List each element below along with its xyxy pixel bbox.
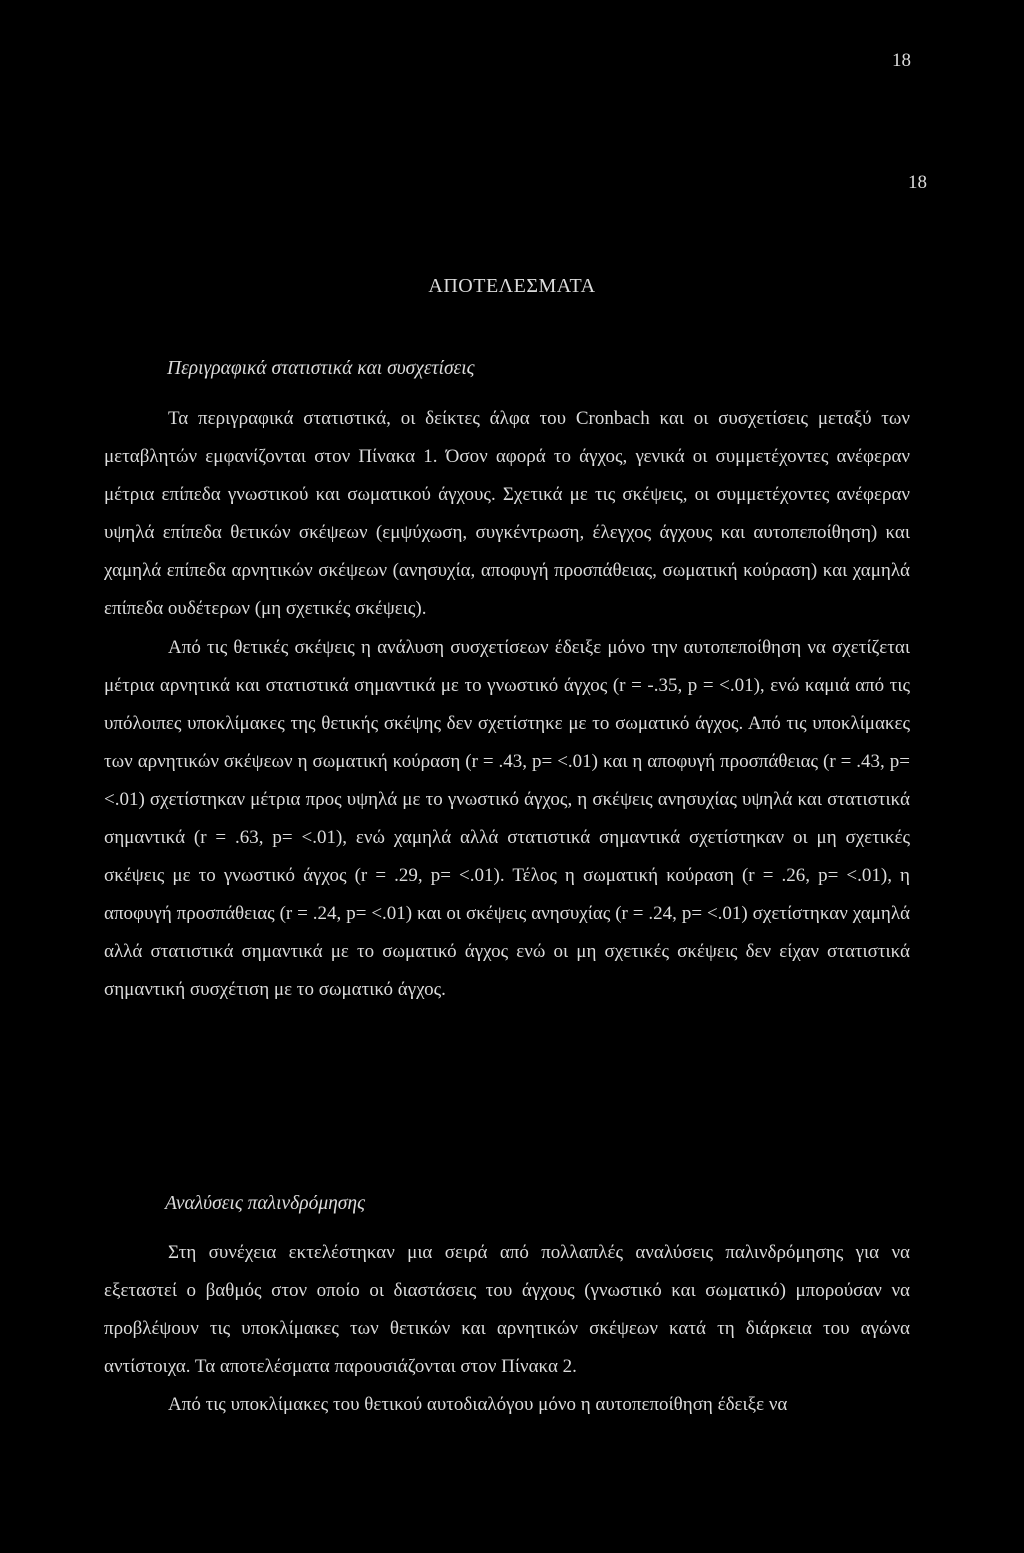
subsection-title-regression: Αναλύσεις παλινδρόμησης [165, 1193, 365, 1214]
text-block-regression [104, 1234, 910, 1424]
subsection-title-descriptive-stats: Περιγραφικά στατιστικά και συσχετίσεις [167, 358, 475, 379]
section-heading: ΑΠΟΤΕΛΕΣΜΑΤΑ [428, 275, 596, 297]
paragraph: Από τις θετικές σκέψεις η ανάλυση συσχετίσεων έδειξε μόνο την αυτοπεποίθηση να σχετίζεται μέτρια αρνητικά και στατιστικά σημαντικά με το γνωστικό άγχος (r = -.35, p = <.01), ενώ καμιά από τις υπόλοιπες υποκλίμακες της θετικής σκέψης δεν σχετίστηκε με το σωματικό άγχος. Από τις υποκλίμακες των αρνητικών σκέψεων η σωματική κούραση (r = .43, p= <.01) και η αποφυγή προσπάθειας (r = .43, p= <.01) σχετίστηκαν μέτρια προς υψηλά με το γνωστικό άγχος, η σκέψεις ανησυχίας υψηλά και στατιστικά σημαντικά (r = .63, p= <.01), ενώ χαμηλά αλλά στατιστικά σημαντικά σχετίστηκαν οι μη σχετικές σκέψεις με το γνωστικό άγχος (r = .29, p= <.01). Τέλος η σωματική κούραση (r = .26, p= <.01), η αποφυγή προσπάθειας (r = .24, p= <.01) και οι σκέψεις ανησυχίας (r = .24, p= <.01) σχετίστηκαν χαμηλά αλλά στατιστικά σημαντικά με το σωματικό άγχος ενώ οι μη σχετικές σκέψεις δεν είχαν στατιστικά σημαντική συσχέτιση με το σωματικό άγχος. [104, 636, 910, 1001]
page-number-top: 18 [892, 50, 911, 71]
paragraph: Στη συνέχεια εκτελέστηκαν μια σειρά από πολλαπλές αναλύσεις παλινδρόμησης για να εξεταστεί ο βαθμός στον οποίο οι διαστάσεις του άγχους (γνωστικό και σωματικό) μπορούσαν να προβλέψουν τις υποκλίμακες των θετικών και αρνητικών σκέψεων κατά τη διάρκεια του αγώνα αντίστοιχα. Τα αποτελέσματα παρουσιάζονται στον Πίνακα 2. [104, 1242, 910, 1378]
paragraph: Τα περιγραφικά στατιστικά, οι δείκτες άλφα του Cronbach και οι συσχετίσεις μεταξύ των μεταβλητών εμφανίζονται στον Πίνακα 1. Όσον αφορά το άγχος, γενικά οι συμμετέχοντες ανέφεραν μέτρια επίπεδα γνωστικού και σωματικού άγχους. Σχετικά με τις σκέψεις, οι συμμετέχοντες ανέφεραν υψηλά επίπεδα θετικών σκέψεων (εμψύχωση, συγκέντρωση, έλεγχος άγχους και αυτοπεποίθηση) και χαμηλά επίπεδα αρνητικών σκέψεων (ανησυχία, αποφυγή προσπάθειας, σωματική κούραση) και χαμηλά επίπεδα ουδέτερων (μη σχετικές σκέψεις). [104, 408, 910, 620]
text-block-descriptive-stats [104, 400, 910, 1010]
page-number-second: 18 [908, 172, 927, 193]
paragraph: Από τις υποκλίμακες του θετικού αυτοδιαλόγου μόνο η αυτοπεποίθηση έδειξε να [168, 1394, 788, 1416]
